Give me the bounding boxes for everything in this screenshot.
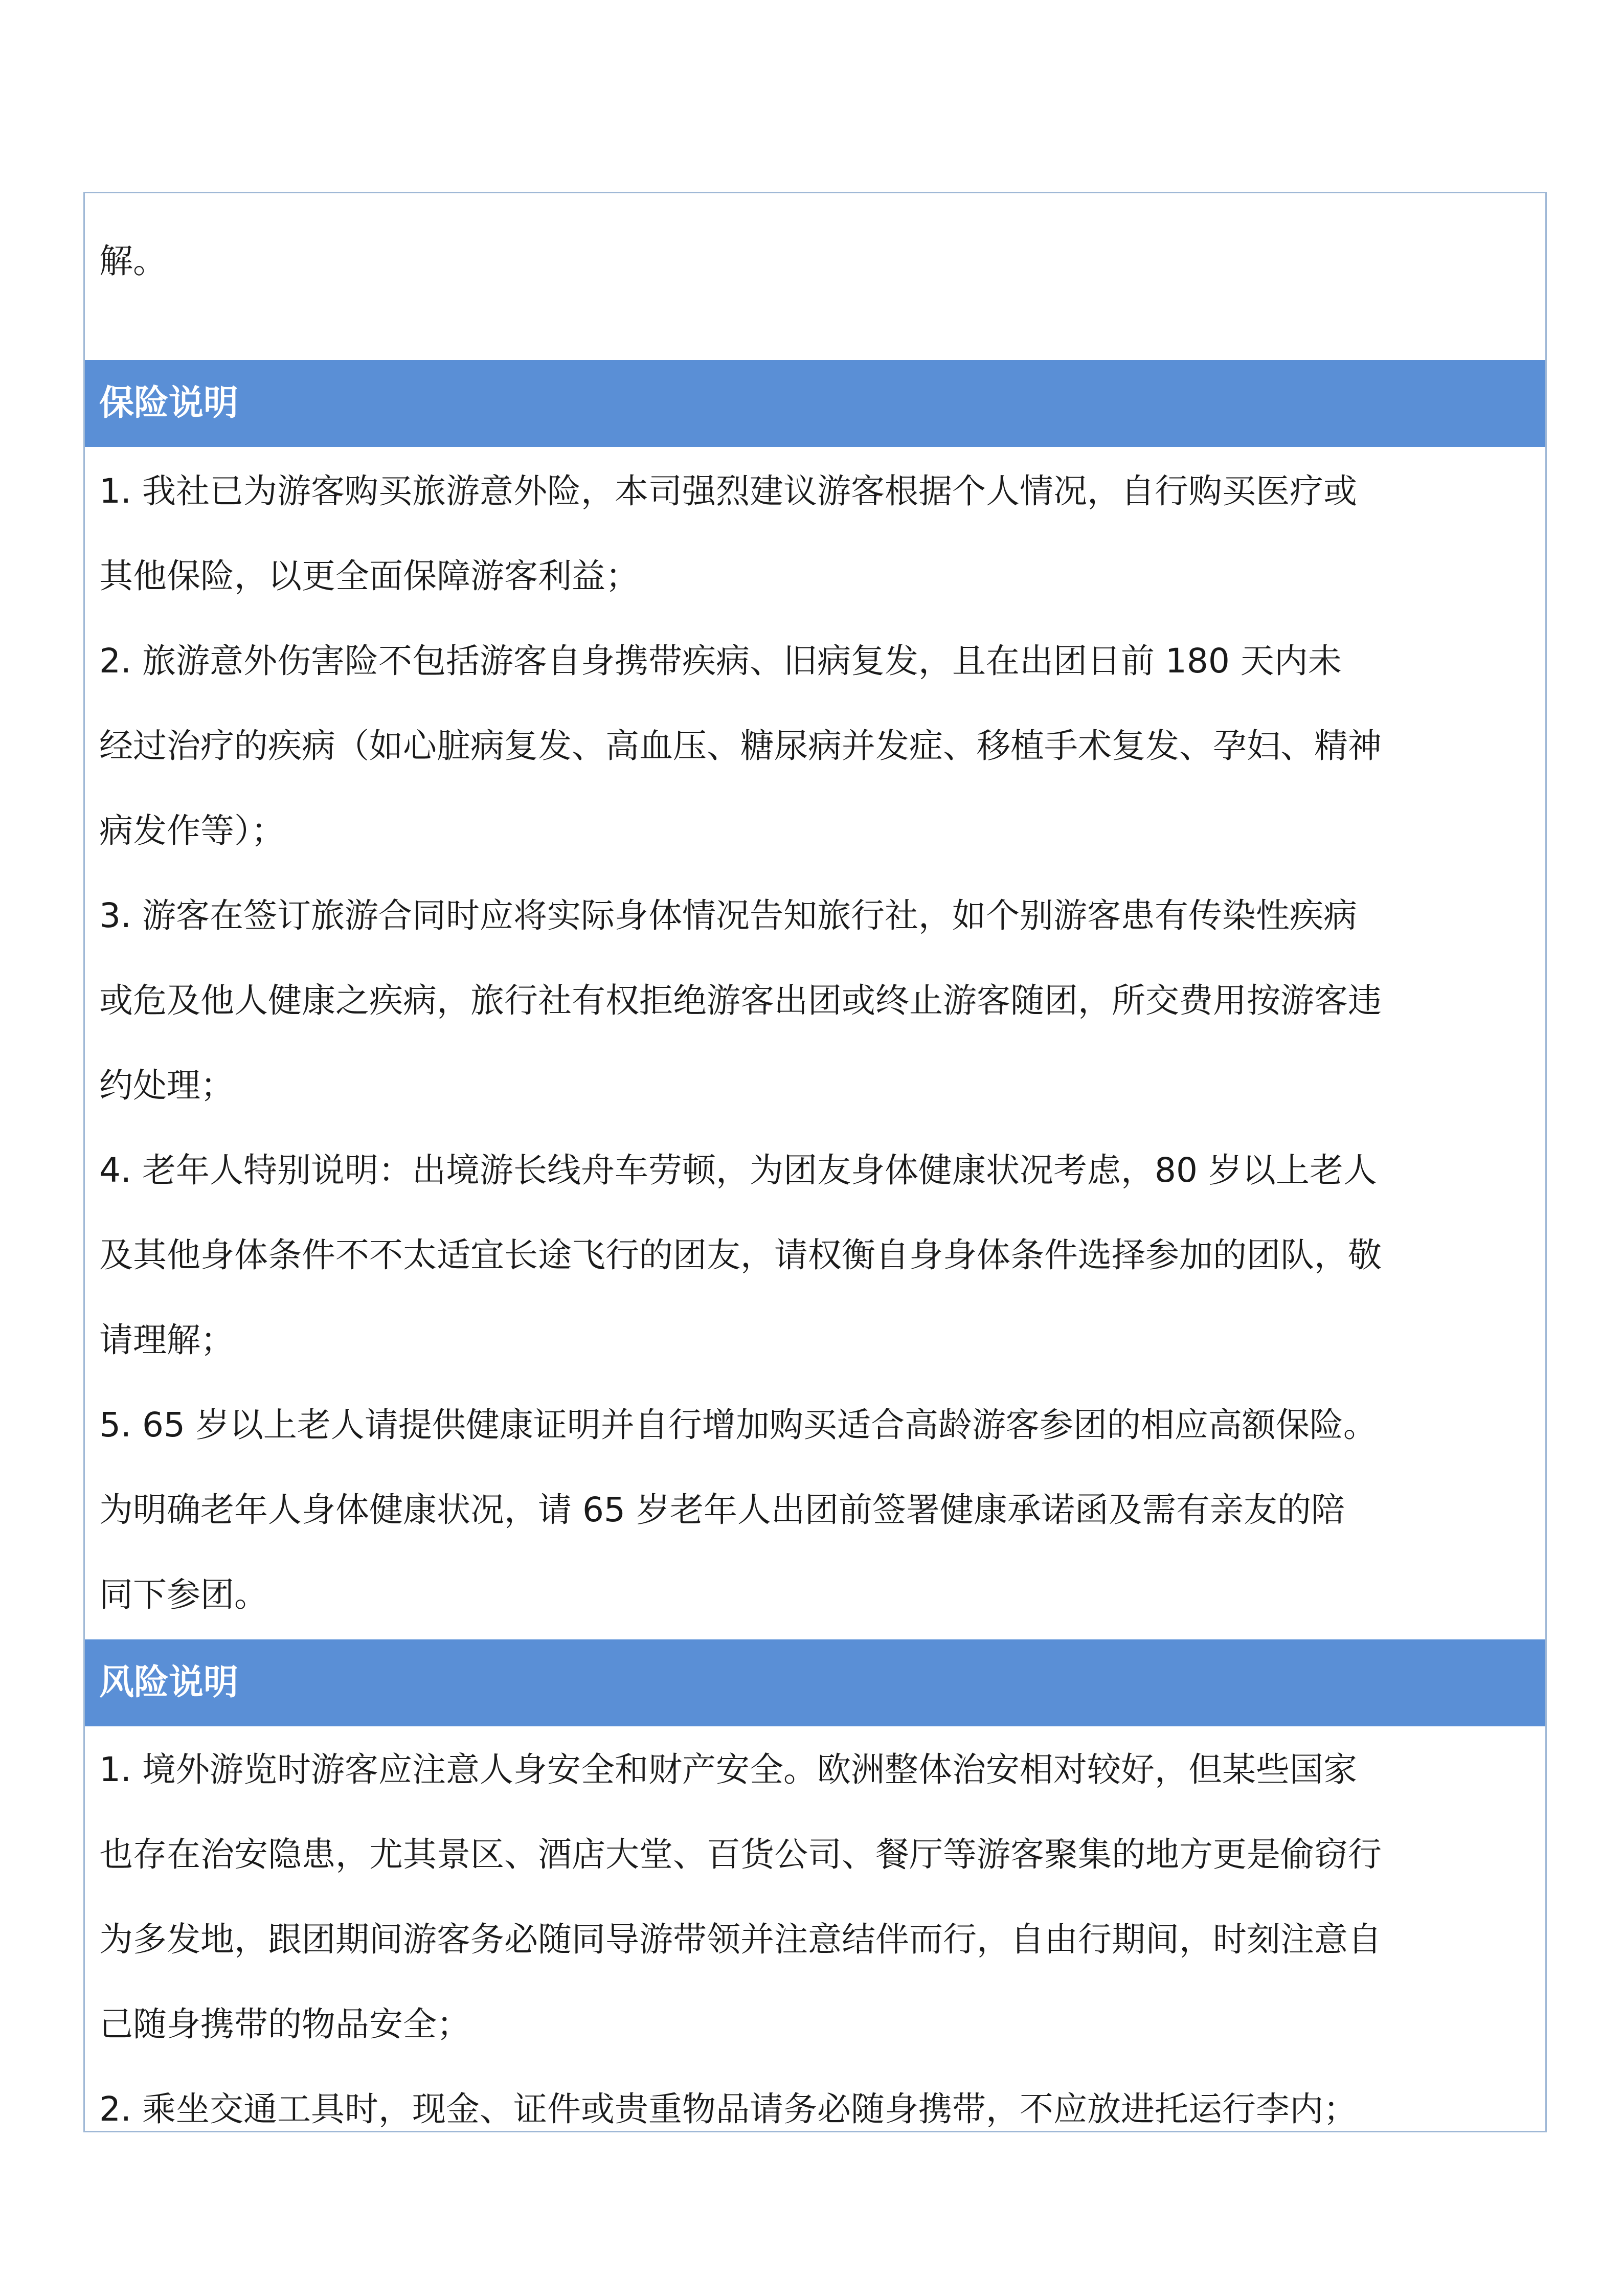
insurance-line: 或危及他人健康之疾病，旅行社有权拒绝游客出团或终止游客随团，所交费用按游客违	[99, 981, 1382, 1020]
insurance-line: 其他保险，以更全面保障游客利益；	[99, 556, 639, 596]
insurance-line: 3. 游客在签订旅游合同时应将实际身体情况告知旅行社，如个别游客患有传染性疾病	[99, 896, 1357, 935]
risk-line: 为多发地，跟团期间游客务必随同导游带领并注意结伴而行，自由行期间，时刻注意自	[99, 1920, 1382, 1959]
risk-section-header: 风险说明	[85, 1639, 1545, 1726]
insurance-line: 4. 老年人特别说明：出境游长线舟车劳顿，为团友身体健康状况考虑，80 岁以上老人	[99, 1151, 1377, 1190]
insurance-line: 约处理；	[99, 1066, 234, 1105]
risk-line: 2. 乘坐交通工具时，现金、证件或贵重物品请务必随身携带，不应放进托运行李内；	[99, 2089, 1357, 2129]
insurance-section-header: 保险说明	[85, 360, 1545, 447]
insurance-section-body	[85, 449, 1545, 1637]
notice-table	[83, 192, 1547, 2132]
insurance-line: 及其他身体条件不不太适宜长途飞行的团友，请权衡自身身体条件选择参加的团队，敬	[99, 1235, 1382, 1275]
continuation-cell	[85, 219, 1545, 304]
insurance-line: 病发作等）；	[99, 811, 285, 850]
insurance-line: 请理解；	[99, 1320, 234, 1360]
insurance-line: 5. 65 岁以上老人请提供健康证明并自行增加购买适合高龄游客参团的相应高额保险。	[99, 1405, 1377, 1445]
insurance-line: 经过治疗的疾病（如心脏病复发、高血压、糖尿病并发症、移植手术复发、孕妇、精神	[99, 726, 1382, 766]
risk-section-body	[85, 1727, 1545, 2152]
risk-line: 也存在治安隐患，尤其景区、酒店大堂、百货公司、餐厅等游客聚集的地方更是偷窃行	[99, 1835, 1382, 1874]
insurance-line: 1. 我社已为游客购买旅游意外险，本司强烈建议游客根据个人情况，自行购买医疗或	[99, 471, 1357, 511]
insurance-line: 同下参团。	[99, 1575, 268, 1614]
continuation-text: 解。	[99, 241, 167, 281]
insurance-line: 2. 旅游意外伤害险不包括游客自身携带疾病、旧病复发，且在出团日前 180 天内未	[99, 641, 1342, 681]
risk-line: 己随身携带的物品安全；	[99, 2005, 470, 2044]
risk-line: 1. 境外游览时游客应注意人身安全和财产安全。欧洲整体治安相对较好，但某些国家	[99, 1750, 1357, 1789]
insurance-line: 为明确老年人身体健康状况，请 65 岁老年人出团前签署健康承诺函及需有亲友的陪	[99, 1490, 1345, 1529]
